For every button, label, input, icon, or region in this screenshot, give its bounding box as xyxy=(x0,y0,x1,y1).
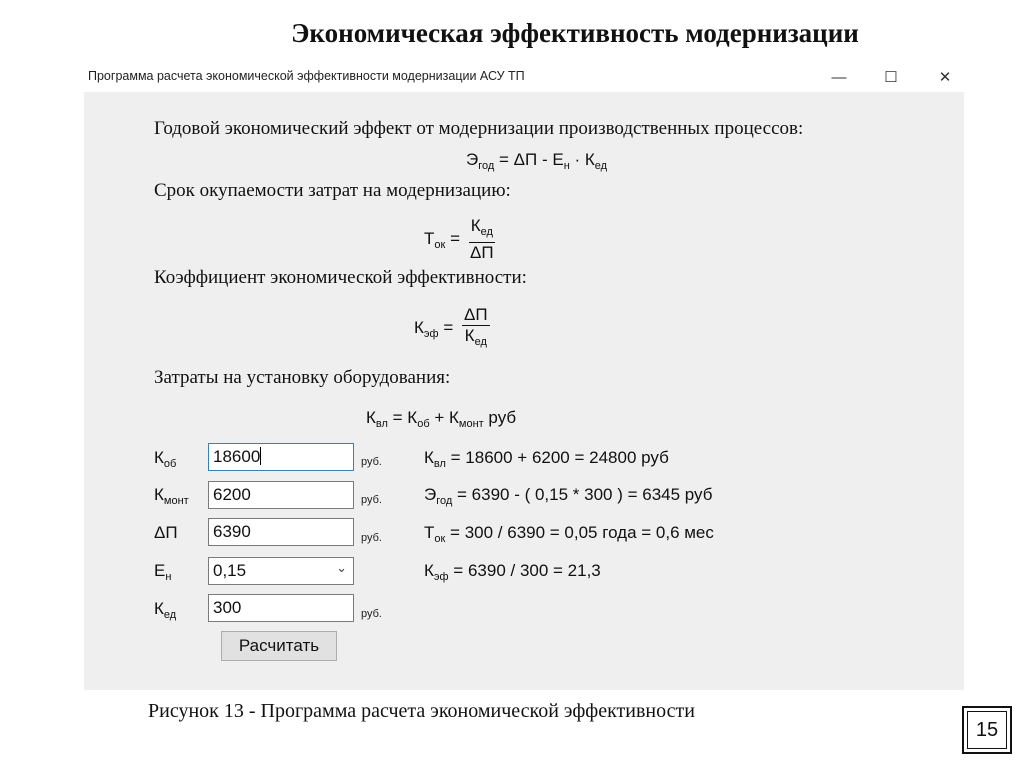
maximize-button[interactable]: ☐ xyxy=(884,69,898,86)
calculate-button[interactable]: Расчитать xyxy=(221,631,337,661)
label-k-mont: $К_{монт}$ xyxy=(154,485,189,507)
result-k-vl: $К_{вл} = 18600 + 6200 = 24800$ руб xyxy=(424,448,669,470)
heading-efficiency: Коэффициент экономической эффективности: xyxy=(154,267,527,288)
figure-caption: Рисунок 13 - Программа расчета экономической эффективности xyxy=(148,700,695,722)
k-ob-input[interactable]: 18600 xyxy=(208,443,354,471)
window-title: Программа расчета экономической эффективности модернизации АСУ ТП xyxy=(88,69,525,83)
e-n-select[interactable]: 0,15 ⌄ xyxy=(208,557,354,585)
app-window xyxy=(84,62,964,690)
page-number: 15 xyxy=(962,706,1012,754)
result-e-god: $Э_{год} = 6390$ - ( 0,15 * 300 ) = 6345 руб xyxy=(424,485,713,507)
result-t-ok: $Т_{ок} = 300 / 6390 = 0,05$ года = 0,6 мес xyxy=(424,523,714,545)
unit-k-mont: руб. xyxy=(361,494,382,506)
window-titlebar xyxy=(84,62,964,92)
heading-annual-effect: Годовой экономический эффект от модернизации производственных процессов: xyxy=(154,118,804,139)
window-content xyxy=(84,92,964,690)
formula-install-costs: $К_{вл} = К_{об} + К_{монт}$ руб xyxy=(366,408,517,430)
k-mont-input[interactable]: 6200 xyxy=(208,481,354,509)
close-button[interactable]: ✕ xyxy=(938,69,952,86)
heading-payback: Срок окупаемости затрат на модернизацию: xyxy=(154,180,511,201)
heading-install-costs: Затраты на установку оборудования: xyxy=(154,367,451,388)
chevron-down-icon: ⌄ xyxy=(336,560,347,575)
k-ed-input[interactable]: 300 xyxy=(208,594,354,622)
minimize-button[interactable]: — xyxy=(831,68,847,86)
formula-annual-effect: $Э_{год} = \Delta П - Е_н \cdot К_{ед}$ xyxy=(466,150,608,172)
formula-efficiency: $К_{эф}$ = $\frac{\Delta П}{К_{ед}}$ xyxy=(414,305,488,348)
unit-k-ob: руб. xyxy=(361,456,382,468)
label-k-ob: $К_{об}$ xyxy=(154,448,177,470)
slide-title: Экономическая эффективность модернизации xyxy=(291,18,859,48)
unit-k-ed: руб. xyxy=(361,608,382,620)
label-dp: ΔП xyxy=(154,523,178,542)
label-k-ed: $К_{ед}$ xyxy=(154,599,177,621)
dp-input[interactable]: 6390 xyxy=(208,518,354,546)
label-e-n: $Е_н$ xyxy=(154,561,172,583)
unit-dp: руб. xyxy=(361,532,382,544)
result-k-ef: $К_{эф} = 6390 / 300 = 21,3$ xyxy=(424,561,601,583)
formula-payback: $Т_{ок}$ = $\frac{К_{ед}}{\Delta П}$ xyxy=(424,216,494,262)
